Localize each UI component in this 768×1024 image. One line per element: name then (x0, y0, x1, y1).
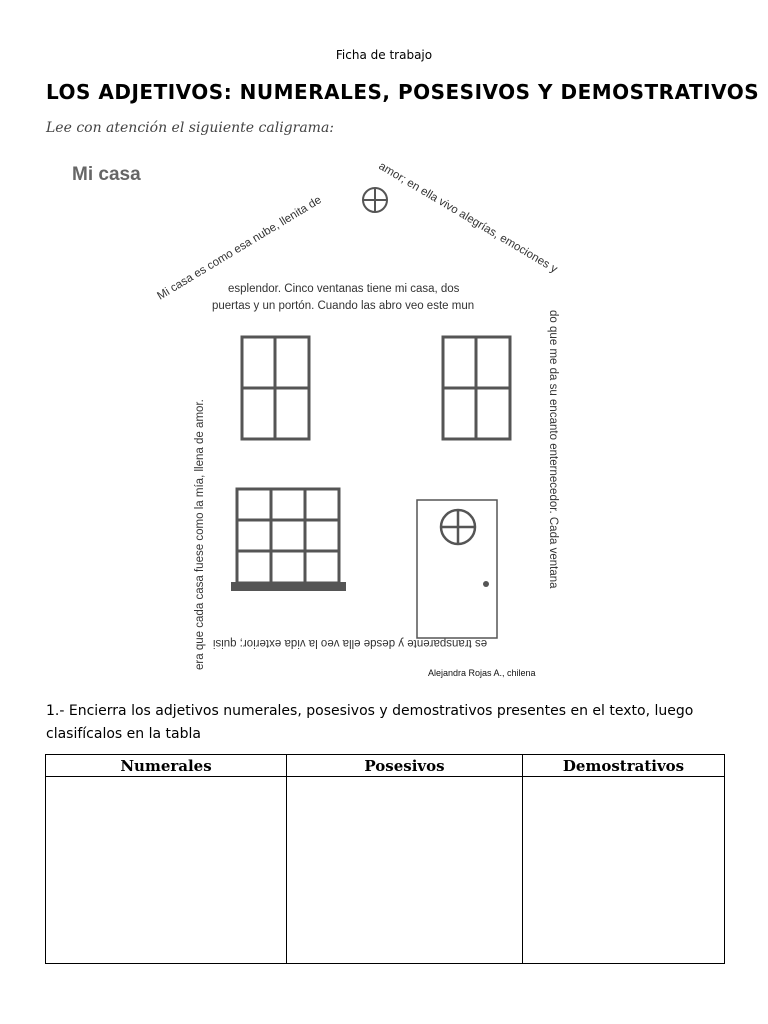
bottom-text: es transparente y desde ella veo la vida exterior; quisi (212, 637, 488, 649)
page-title: LOS ADJETIVOS: NUMERALES, POSESIVOS Y DEMOSTRATIVOS (46, 80, 760, 104)
classification-table (45, 754, 725, 964)
instruction-text: Lee con atención el siguiente caligrama: (46, 120, 335, 136)
upper-left-window (242, 337, 309, 439)
table-header-row (46, 755, 725, 777)
roof-left-text: Mi casa es como esa nube, llenita de (155, 194, 324, 303)
poem-author: Alejandra Rojas A., chilena (428, 668, 536, 678)
table-row (46, 777, 725, 964)
lower-left-window (231, 489, 346, 591)
roof-right-text: amor; en ella vivo alegrías, emociones y (376, 160, 560, 276)
door (417, 500, 497, 638)
calligram (60, 150, 620, 685)
sheet-header: Ficha de trabajo (335, 48, 433, 62)
header-demostrativos: Demostrativos (523, 755, 725, 777)
poem-line-2: puertas y un portón. Cuando las abro veo este mun (212, 300, 475, 312)
header-posesivos: Posesivos (287, 755, 523, 777)
upper-right-window (443, 337, 510, 439)
roof-window (363, 188, 387, 212)
cell-posesivos[interactable] (287, 777, 523, 964)
question-1: 1.- Encierra los adjetivos numerales, posesivos y demostrativos presentes en el texto, luego clasifícalos en la tabla (46, 703, 694, 742)
cell-numerales[interactable] (46, 777, 287, 964)
poem-line-1: esplendor. Cinco ventanas tiene mi casa, dos (228, 283, 460, 295)
header-numerales: Numerales (46, 755, 287, 777)
left-wall-text: era que cada casa fuese como la mía, llena de amor. (194, 399, 206, 670)
right-wall-text: do que me da su encanto enternecedor. Cada ventana (547, 310, 559, 589)
poem-title: Mi casa (72, 164, 141, 185)
cell-demostrativos[interactable] (523, 777, 725, 964)
